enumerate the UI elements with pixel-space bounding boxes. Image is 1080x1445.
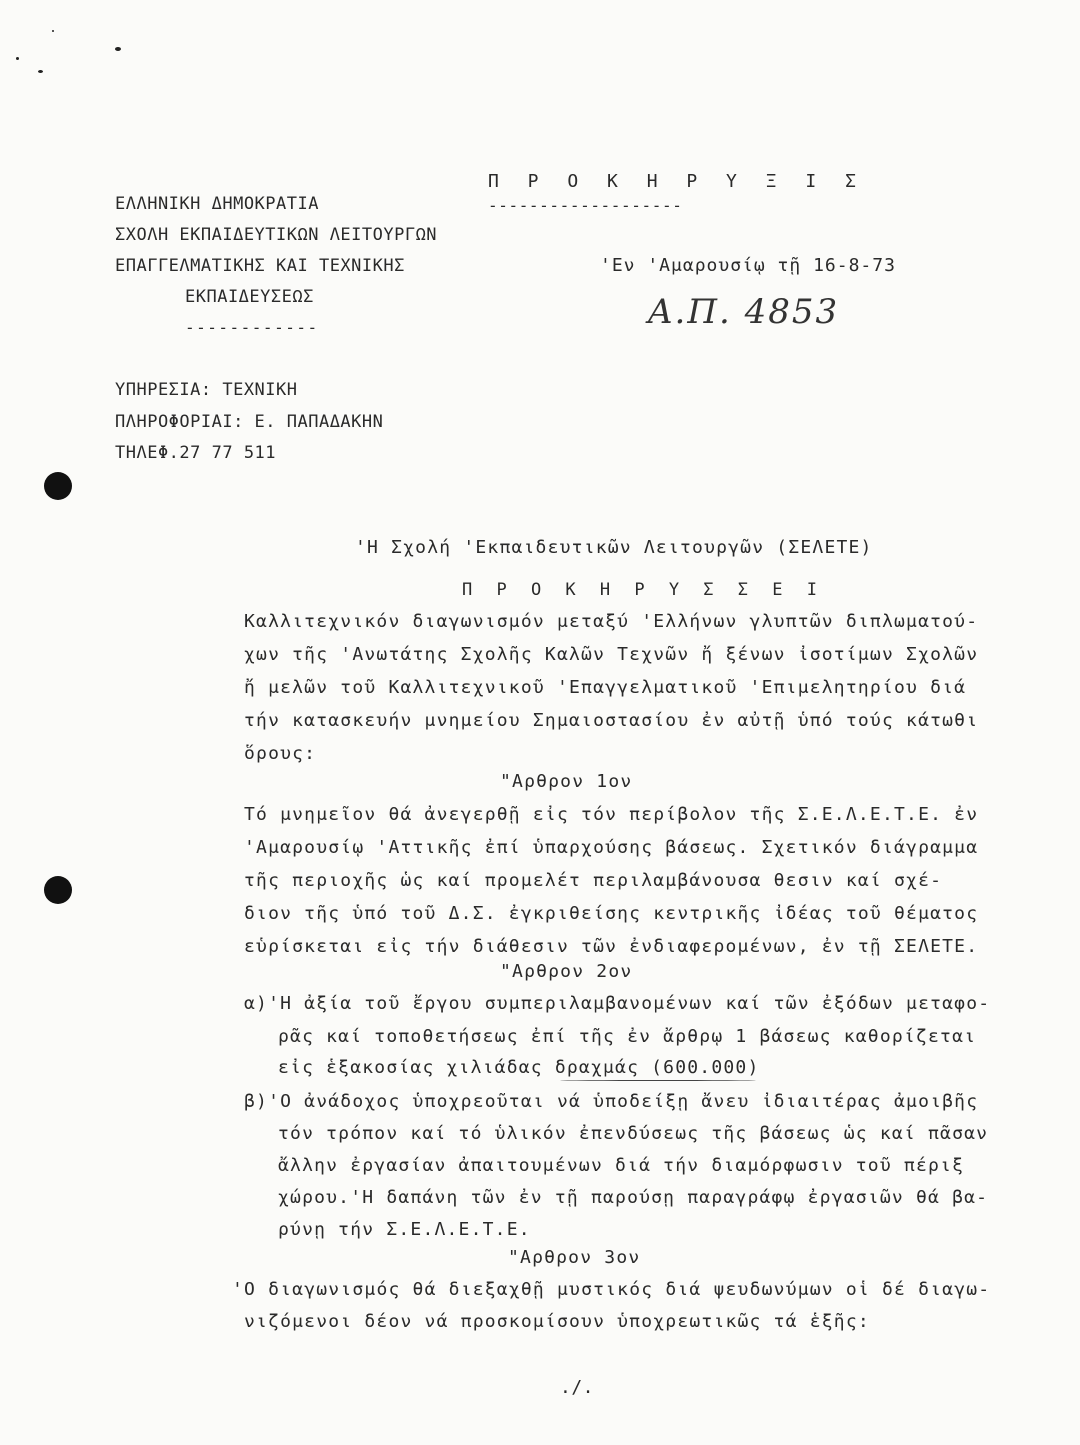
article3-line-2: νιζόμενοι δέον νά προσκομίσουν ὑποχρεωτικῶς τά ἑξῆς: [244, 1311, 870, 1332]
article1-line-2: 'Αμαρουσίῳ 'Αττικῆς ἐπί ὑπαρχούσης βάσεως. Σχετικόν διάγραμμα [244, 837, 979, 858]
ink-speck [38, 70, 43, 73]
org-line-2: ΣΧΟΛΗ ΕΚΠΑΙΔΕΥΤΙΚΩΝ ΛΕΙΤΟΥΡΓΩΝ [115, 225, 438, 245]
org-line-1: ΕΛΛΗΝΙΚΗ ΔΗΜΟΚΡΑΤΙΑ [115, 194, 319, 214]
article1-line-1: Τό μνημεῖον θά ἀνεγερθῇ εἰς τόν περίβολον τῆς Σ.Ε.Λ.Ε.Τ.Ε. ἐν [244, 804, 979, 825]
article1-line-3: τῆς περιοχῆς ὡς καί προμελέτ περιλαμβάνουσα θεσιν καί σχέ- [244, 870, 943, 891]
protocol-number-handwritten: Α.Π. 4853 [648, 292, 840, 332]
org-line-4: ΕΚΠΑΙΔΕΥΣΕΩΣ [185, 287, 314, 307]
article2a-line-1: α)'Η ἀξία τοῦ ἔργου συμπεριλαμβανομένων καί τῶν ἐξόδων μεταφο- [244, 993, 991, 1014]
article2b-line-2: τόν τρόπον καί τό ὑλικόν ἐπενδύσεως τῆς βάσεως ὡς καί πᾶσαν [278, 1123, 989, 1144]
document-title: Π Ρ Ο Κ Η Ρ Υ Ξ Ι Σ [488, 171, 865, 192]
info-line: ΠΛΗΡΟΦΟΡΙΑΙ: Ε. ΠΑΠΑΔΑΚΗΝ [115, 412, 384, 432]
service-line: ΥΠΗΡΕΣΙΑ: ΤΕΧΝΙΚΗ [115, 380, 298, 400]
article2a-line-2: ρᾶς καί τοποθετήσεως ἐπί τῆς ἐν ἄρθρῳ 1 βάσεως καθορίζεται [278, 1026, 977, 1047]
article2-heading: "Αρθρον 2ον [500, 961, 633, 982]
article3-line-1: 'Ο διαγωνισμός θά διεξαχθῇ μυστικός διά ψευδωνύμων οἱ δέ διαγω- [232, 1279, 991, 1300]
org-rule: ------------ [185, 318, 319, 337]
article2b-line-5: ρύνῃ τήν Σ.Ε.Λ.Ε.Τ.Ε. [278, 1219, 531, 1240]
continuation-mark: ./. [560, 1377, 595, 1398]
para1-line-4: τήν κατασκευήν μνημείου Σημαιοστασίου ἐν αὐτῇ ὑπό τούς κάτωθι [244, 710, 979, 731]
phone-line: ΤΗΛΕΦ.27 77 511 [115, 443, 277, 463]
intro-line: 'Η Σχολή 'Εκπαιδευτικῶν Λειτουργῶν (ΣΕΛΕΤΕ) [355, 537, 873, 558]
date-line: 'Εν 'Αμαρουσίῳ τῇ 16-8-73 [600, 255, 896, 276]
para1-line-5: ὅρους: [244, 743, 317, 764]
announces-heading: Π Ρ Ο Κ Η Ρ Υ Σ Σ Ε Ι [462, 580, 824, 600]
title-rule: ------------------- [488, 196, 683, 215]
article3-heading: "Αρθρον 3ον [508, 1247, 641, 1268]
ink-speck [16, 57, 19, 60]
handwritten-underline [560, 1080, 756, 1081]
article2b-line-3: ἄλλην ἐργασίαν ἀπαιτουμένων διά τήν διαμόρφωσιν τοῦ πέριξ [278, 1155, 965, 1176]
article2b-line-1: β)'Ο ἀνάδοχος ὑποχρεοῦται νά ὑποδείξῃ ἄνευ ἰδιαιτέρας ἀμοιβῆς [244, 1091, 979, 1112]
article2a-line-3: εἰς ἑξακοσίας χιλιάδας δραχμάς (600.000) [278, 1057, 760, 1078]
article1-line-4: διον τῆς ὑπό τοῦ Δ.Σ. ἐγκριθείσης κεντρικῆς ἰδέας τοῦ θέματος [244, 903, 979, 924]
org-line-3: ΕΠΑΓΓΕΛΜΑΤΙΚΗΣ ΚΑΙ ΤΕΧΝΙΚΗΣ [115, 256, 405, 276]
para1-line-3: ἤ μελῶν τοῦ Καλλιτεχνικοῦ 'Επαγγελματικοῦ 'Επιμελητηρίου διά [244, 677, 967, 698]
ink-speck [115, 47, 121, 51]
ink-speck [52, 30, 54, 32]
punch-hole [44, 876, 72, 904]
article2b-line-4: χώρου.'Η δαπάνη τῶν ἐν τῇ παρούσῃ παραγράφῳ ἐργασιῶν θά βα- [278, 1187, 989, 1208]
article1-line-5: εὑρίσκεται εἰς τήν διάθεσιν τῶν ἐνδιαφερομένων, ἐν τῇ ΣΕΛΕΤΕ. [244, 936, 979, 957]
para1-line-2: χων τῆς 'Ανωτάτης Σχολῆς Καλῶν Τεχνῶν ἤ ξένων ἰσοτίμων Σχολῶν [244, 644, 979, 665]
para1-line-1: Καλλιτεχνικόν διαγωνισμόν μεταξύ 'Ελλήνων γλυπτῶν διπλωματού- [244, 611, 979, 632]
article1-heading: "Αρθρον 1ον [500, 771, 633, 792]
punch-hole [44, 472, 72, 500]
